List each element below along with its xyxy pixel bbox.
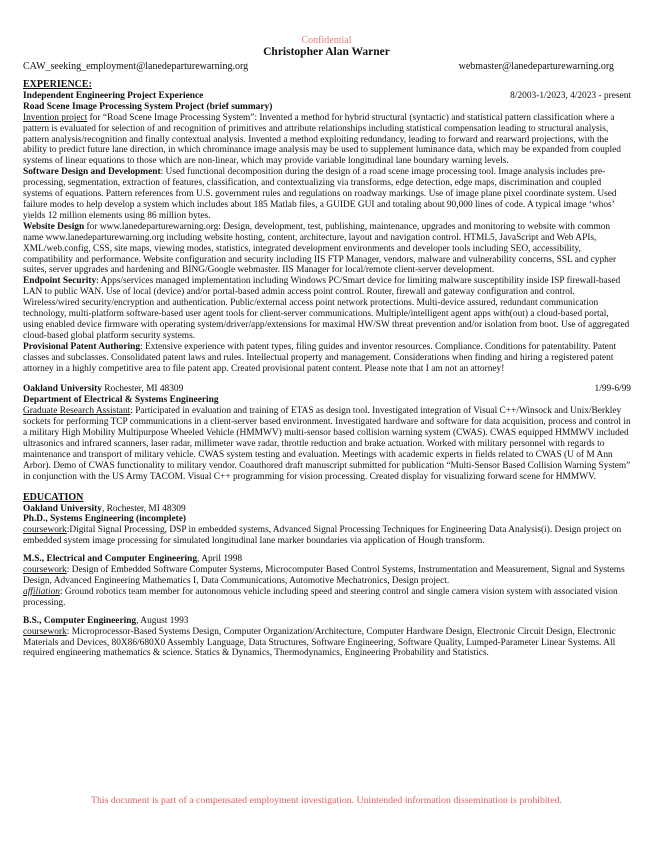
patent-label: Provisional Patent Authoring [23, 341, 141, 352]
independent-title: Independent Engineering Project Experience [23, 90, 204, 101]
ms-coursework-text: : Design of Embedded Software Computer Systems, Microcomputer Based Control Systems, Instrumentation and Measurement, Signal and Systems Design, Advanced Engineering Mathematics I, Data Communications, Automotive Mechatronics, Design project. [23, 565, 625, 586]
invention-text: for “Road Scene Image Processing System”: Invented a method for hybrid structural (syntactic) and statistical pattern classification where a pattern is evaluated for selection of and recognition of primitives and attribute relationships including statistical compensation leading to structural analysis, pattern analysis/recognition and finally contextual analysis. Invented a method exploiting redundancy, leading to forward and rearward projections, with the ability to predict future lane direction, in which chrominance image analysis may be used to supplement luminance data, which may be expanded from coupled systems of linear equations to those which are non-linear, which may provide variable longitudinal lane boundary warning levels. [23, 112, 621, 167]
software-paragraph [23, 167, 631, 222]
confidential-label: Confidential [301, 35, 352, 46]
website-paragraph [23, 222, 631, 277]
phd-coursework-text: :Digital Signal Processing, DSP in embedded systems, Advanced Signal Processing Techniques for Engineering Data Analysis(i). Design project on embedded system image processing for simulated longitudinal lane marker boundaries via application of Hough transform. [23, 525, 622, 547]
oakland-title-row [23, 384, 631, 395]
endpoint-paragraph [23, 276, 631, 341]
invention-paragraph [23, 113, 631, 168]
spacer [23, 374, 631, 384]
experience-heading: EXPERIENCE: [23, 79, 92, 90]
bs-title-line [23, 616, 631, 627]
patent-paragraph [23, 342, 631, 375]
bs-coursework-text: : Microprocessor-Based Systems Design, Computer Organization/Architecture, Computer Hardware Design, Electronic Circuit Design, Electronic Materials and Devices, 80X86/680X0 Assembly Language, Data Structures, Software Engineering, Software Quality, Lumped-Parameter Linear Systems. All required engineering mathematics & science. Statics & Dynamics, Thermodynamics, Engineering Probability and Statistics. [23, 626, 616, 659]
ms-title-line [23, 554, 631, 565]
education-org-line [23, 504, 631, 515]
education-location: , Rochester, MI 48309 [101, 503, 186, 514]
spacer [23, 547, 631, 554]
oakland-role-text: : Participated in evaluation and training of ETAS as design tool. Investigated integration of Visual C++/Winsock and Unix/Berkley sockets for performing TCP communications in a client-server based environment. Investigated hardware and software for data acquisition, process and control in a military High Mobility Multipurpose Wheeled Vehicle (HMMWV) multi-sensor based collision warning system (CWAS). CWAS equipped HMMWV included ultrasonics and infrared scanners, laser radar, millimeter wave radar, throttle reduction and brake actuation. Worked with military personnel with regards to maintenance and transport of military vehicle. CWAS system testing and evaluation. Meetings with academic experts in fields related to CWAS (U of M Ann Arbor). Demo of CWAS functionality to military vendor. Coauthored draft manuscript submitted for publication “Multi-Sensor Based Collision Warning System” in conjunction with the US Army TACOM. Visual C++ programming for vision processing. Created display for visualizing forward scene for HMMWV. [23, 406, 631, 482]
phd-coursework [23, 525, 631, 547]
education-org: Oakland University [23, 503, 102, 514]
ms-title: M.S., Electrical and Computer Engineering [23, 554, 198, 565]
ms-affiliation-text: : Ground robotics team member for autonomous vehicle including speed and steering control and single camera vision system with associated vision processing. [23, 586, 618, 608]
oakland-org: Oakland University [23, 384, 102, 395]
project-subtitle: Road Scene Image Processing System Project (brief summary) [23, 101, 273, 112]
website-label: Website Design [23, 221, 85, 232]
ms-date: , April 1998 [197, 554, 243, 565]
phd-title: Ph.D., Systems Engineering (incomplete) [23, 514, 187, 525]
candidate-name: Christopher Alan Warner [263, 46, 390, 58]
patent-text: : Extensive experience with patent types, filing guides and inventor resources. Compliance. Conditions for patentability. Patent classes and subclasses. Consolidated patent laws and rules. Intellectual property and management. Considerations when finding and hiring a registered patent attorney in a highly competitive area to file patent app. Created provisional patent content. Please note that I am not an attorney! [23, 341, 617, 374]
software-label: Software Design and Development [23, 167, 161, 178]
oakland-dates: 1/99-6/99 [594, 384, 631, 395]
spacer [23, 609, 631, 616]
bs-date: , August 1993 [136, 615, 189, 626]
ms-affiliation-label: affiliation [23, 586, 60, 597]
email-seeking[interactable]: CAW_seeking_employment@lanedeparturewarning.org [23, 61, 249, 72]
endpoint-label: Endpoint Security [23, 276, 97, 287]
endpoint-text: : Apps/services managed implementation including Windows PC/Smart device for limiting malware susceptibility inside ISP firewall-based LAN to public WAN. Use of local (device) and/or portal-based admin access point control. Router, firewall and gateway configuration and control. Wireless/wired security/encryption and authentication. Public/external access point network protections. Multi-device assured, redundant communication technology, multi-platform software-based user agent tools for client-server communications. Multiple/intelligent agent apps with(out) a cloud-based portal, using enabled device firmware with operating system/driver/app/extensions for maximal HW/SW threat prevention and/or isolation from boot. Use of aggregated cloud-based global platform security systems. [23, 276, 630, 341]
oakland-role-label: Graduate Research Assistant [23, 406, 131, 417]
independent-dates: 8/2003-1/2023, 4/2023 - present [510, 90, 631, 101]
spacer [23, 483, 631, 493]
ms-coursework-label: coursework [23, 565, 67, 576]
bs-coursework [23, 627, 631, 660]
contact-line [23, 61, 614, 72]
email-webmaster[interactable]: webmaster@lanedeparturewarning.org [458, 61, 614, 72]
invention-label: Invention project [23, 112, 88, 123]
bs-coursework-label: coursework [23, 626, 67, 637]
website-text: for www.lanedeparturewarning.org: Design, development, test, publishing, maintenance, upgrades and monitoring to website with common name www.lanedeparturewarning.org including website hosting, content, architecture, layout and navigation control. HTML5, JavaScript and Web APIs, XML/web.config, CSS, site maps, viewing modes, statistics, integrated development environments and developer tools including SEO, accessibility, compatibility and performance. Website configuration and security including IIS FTP Manager, vendors, malware and vulnerability concerns, SSL and cypher suites, server upgrades and hardening and BING/Google webmaster. IIS Manager for local/remote client-server development. [23, 221, 617, 276]
oakland-dept: Department of Electrical & Systems Engineering [23, 395, 219, 406]
bs-title: B.S., Computer Engineering [23, 615, 137, 626]
resume-body [23, 80, 631, 659]
ms-affiliation [23, 587, 631, 609]
oakland-role-paragraph [23, 406, 631, 482]
education-heading: EDUCATION [23, 491, 84, 503]
independent-title-row [23, 91, 631, 102]
software-text: : Used functional decomposition during the design of a road scene image processing tool. Image analysis includes pre-processing, segmentation, extraction of features, classification, and contextualizing via transforms, edge detection, edge maps, discrimination and coupled systems of equations. Pattern references from U.S. government rules and regulations on roadway markings. Use of image plane pixel coordinate system. Used failure modes to help develop a system which includes about 185 Matlab files, a GUIDE GUI and totaling about 90,000 lines of code. A typical image ‘whos’ yields 12 million elements using 86 million bytes. [23, 167, 617, 221]
footer-notice: This document is part of a compensated employment investigation. Unintended information dissemination is prohibited. [91, 795, 562, 806]
ms-coursework [23, 565, 631, 587]
oakland-location: Rochester, MI 48309 [101, 384, 184, 395]
phd-coursework-label: coursework [23, 525, 67, 536]
